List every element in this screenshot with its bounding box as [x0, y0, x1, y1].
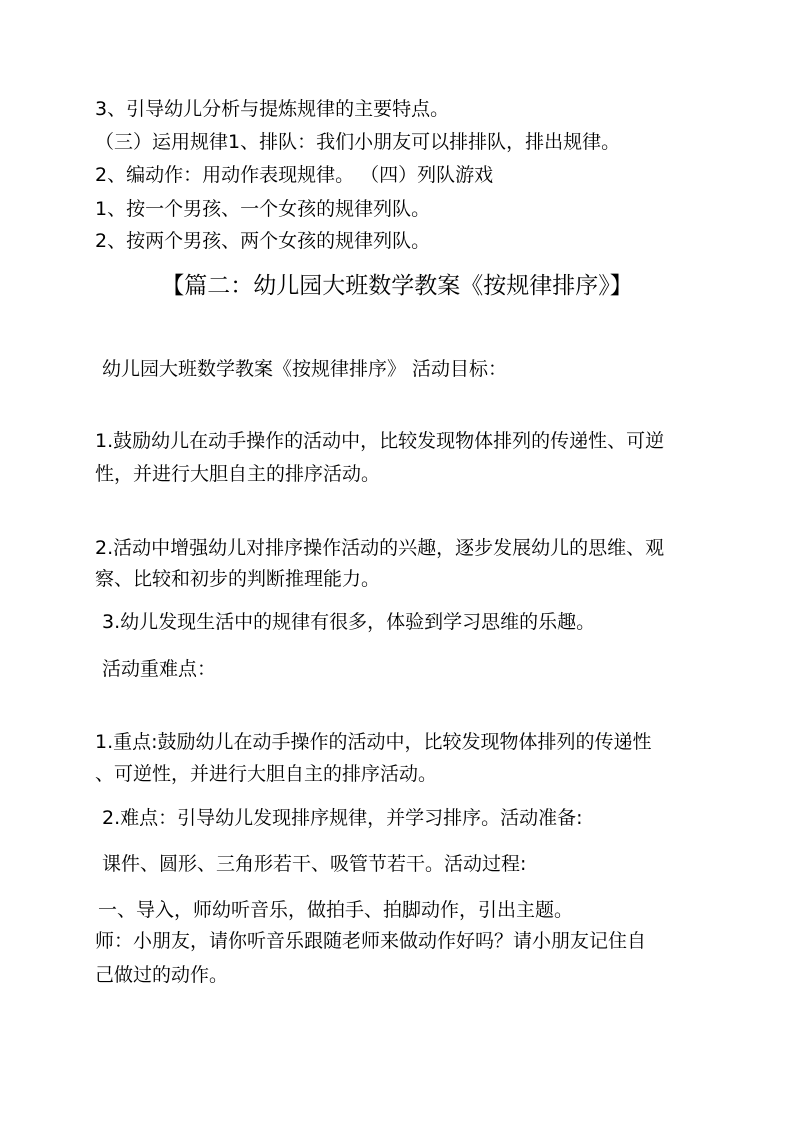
goal-1-line-1: 1.鼓励幼儿在动手操作的活动中，比较发现物体排列的传递性、可逆 — [95, 430, 665, 452]
text-line-apply-rule: （三）运用规律1、排队：我们小朋友可以排排队，排出规律。 — [95, 131, 621, 153]
intro-goals: 幼儿园大班数学教案《按规律排序》 活动目标： — [102, 358, 508, 380]
goal-2-line-1: 2.活动中增强幼儿对排序操作活动的兴趣，逐步发展幼儿的思维、观 — [95, 537, 665, 559]
key-point-2: 2.难点：引导幼儿发现排序规律，并学习排序。活动准备: — [102, 807, 583, 829]
text-line-queue-two: 2、按两个男孩、两个女孩的规律列队。 — [95, 230, 431, 252]
step-1: 一、导入，师幼听音乐，做拍手、拍脚动作，引出主题。 — [98, 899, 574, 921]
teacher-line-1: 师：小朋友，请你听音乐跟随老师来做动作好吗？请小朋友记住自 — [95, 930, 647, 952]
teacher-line-2: 己做过的动作。 — [95, 964, 229, 986]
key-point-1-line-1: 1.重点:鼓励幼儿在动手操作的活动中，比较发现物体排列的传递性 — [95, 731, 652, 753]
goal-2-line-2: 察、比较和初步的判断推理能力。 — [95, 568, 381, 590]
chapter-heading: 【篇二：幼儿园大班数学教案《按规律排序》】 — [161, 273, 633, 299]
text-line-actions: 2、编动作：用动作表现规律。 （四）列队游戏 — [95, 164, 494, 186]
text-line-analyze: 3、引导幼儿分析与提炼规律的主要特点。 — [95, 98, 450, 120]
goal-1-line-2: 性，并进行大胆自主的排序活动。 — [95, 463, 381, 485]
key-points-title: 活动重难点： — [102, 658, 217, 680]
text-line-queue-one: 1、按一个男孩、一个女孩的规律列队。 — [95, 198, 431, 220]
key-point-1-line-2: 、可逆性，并进行大胆自主的排序活动。 — [95, 763, 438, 785]
preparation: 课件、圆形、三角形若干、吸管节若干。活动过程: — [102, 853, 527, 875]
goal-3: 3.幼儿发现生活中的规律有很多，体验到学习思维的乐趣。 — [102, 611, 596, 633]
